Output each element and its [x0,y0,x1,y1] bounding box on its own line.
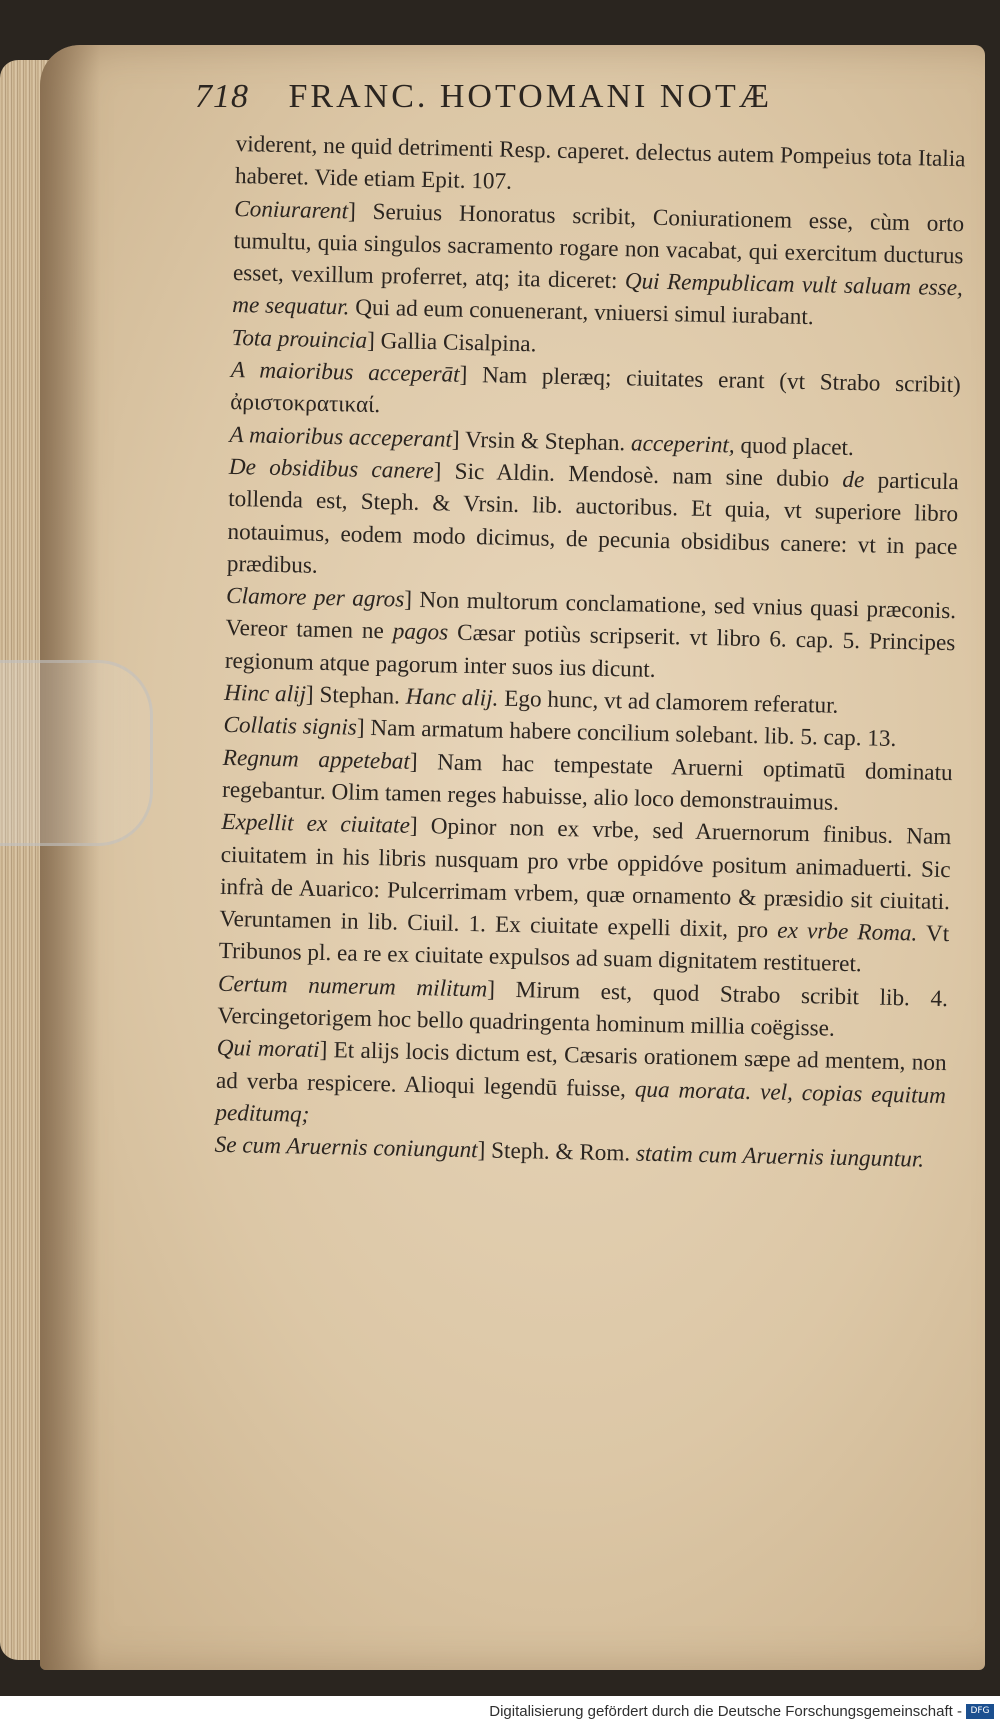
lemma: Certum numerum militum [217,970,488,1003]
lemma: Regnum appetebat [222,744,411,775]
paragraph [232,193,965,337]
paragraph [215,1032,947,1144]
paragraph-text: ] Nam armatum habere concilium solebant. lib. 5. cap. 13. [356,715,897,753]
paragraph-text: ] Et alijs locis dictum est, Cæsaris orationem sæpe ad mentem, non ad verba respicere. Alioqui legendū fuisse, [215,1037,947,1103]
paragraph-tail: Cæsar potiùs scripserit. vt libro 6. cap. 5. Principes regionum atque pagorum inter suos ius dicunt. [224,620,956,683]
lemma: A maioribus acceperāt [230,357,460,388]
paragraph-text: ] Steph. & Rom. [477,1137,637,1167]
running-title: FRANC. HOTOMANI NOTÆ [288,78,772,115]
paragraph-text: ] Stephan. [305,681,407,710]
paragraph-tail: Vt Tribunos pl. ea re ex ciuitate expulsos ad suam dignitatem restitueret. [218,920,950,978]
footer-bar [0,1696,1000,1727]
italic-quote: Hanc alij. [405,683,499,712]
paragraph-tail: particula tollenda est, Steph. & Vrsin. lib. auctoribus. Et quia, vt superiore libro notauimus, eodem modo dicimus, de pecunia obsidibus canere: vt in pace prædibus. [226,467,959,579]
lemma: Se cum Aruernis coniungunt [214,1131,478,1164]
page-clip [0,660,153,846]
paragraph-text: ] Sic Aldin. Mendosè. nam sine dubio [433,458,843,493]
paragraph-text: ] Mirum est, quod Strabo scribit lib. 4. Vercingetorigem hoc bello quadringenta hominum millia coëgisse. [217,976,949,1042]
paragraph-text: ] Nam hac tempestate Aruerni optimatū dominatu regebantur. Olim tamen reges habuisse, alio loco demonstrauimus. [221,748,953,816]
paragraph-text: ] Opinor non ex vrbe, sed Aruernorum finibus. Nam ciuitatem in his libris nusquam pro vrbe oppidóve positum animaduerti. Sic infrà de Auarico: Pulcerrimam vrbem, quæ ornamento & præsidio sit ciuitati. Veruntamen in lib. Ciuil. 1. Ex ciuitate expelli dixit, pro [219,813,952,944]
paragraph-text: ] Gallia Cisalpina. [366,327,537,358]
lemma: Hinc alij [223,679,307,708]
italic-quote: qua morata. vel, copias equitum peditumq; [215,1076,947,1128]
funding-credit: Digitalisierung gefördert durch die Deutsche Forschungsgemeinschaft - [489,1703,962,1720]
italic-quote: acceperint, [630,430,735,459]
italic-quote: Qui Rempublicam vult saluam esse, me sequatur. [232,268,964,321]
lemma: Tota prouincia [231,324,368,354]
gutter-shadow [40,45,100,1670]
paragraph-tail: Ego hunc, vt ad clamorem referatur. [498,685,839,719]
italic-quote: statim cum Aruernis iunguntur. [635,1140,925,1173]
lemma: Coniurarent [234,195,349,224]
dfg-logo: DFG [966,1704,994,1719]
paragraph-text: ] Seruius Honoratus scribit, Coniurationem esse, cùm orto tumultu, quia singulos sacramento rogare non vacabat, qui exercitum ducturus esset, vexillum proferret, atq; ita diceret: [232,197,965,295]
running-header [195,78,895,116]
paragraph [218,806,951,983]
italic-quote: pagos [392,618,449,647]
paragraph [225,580,957,692]
folio-number: 718 [195,78,249,115]
italic-quote: ex vrbe Roma. [777,917,918,947]
italic-quote: de [842,466,865,494]
paragraph-tail: Qui ad eum conuenerant, vniuersi simul iurabant. [349,294,814,331]
lemma: A maioribus acceperant [229,421,453,453]
paragraph-text: ] Non multorum conclamatione, sed vnius quasi præconis. Vereor tamen ne [225,586,957,645]
lemma: De obsidibus canere [228,453,434,485]
lemma: Collatis signis [223,712,358,742]
main-text [214,128,965,1177]
paragraph-text: viderent, ne quid detrimenti Resp. caperet. delectus autem Pompeius tota Italia haberet. Vide etiam Epit. 107. [234,130,966,196]
paragraph [227,451,960,595]
lemma: Clamore per agros [225,583,405,613]
paragraph-tail: quod placet. [734,432,855,461]
lemma: Expellit ex ciuitate [221,809,411,840]
paragraph-text: ] Vrsin & Stephan. [451,426,632,457]
paragraph-text: ] Nam pleræq; ciuitates erant (vt Strabo scribit) ἀριστοκρατικαί. [229,361,962,419]
lemma: Qui morati [216,1035,320,1064]
